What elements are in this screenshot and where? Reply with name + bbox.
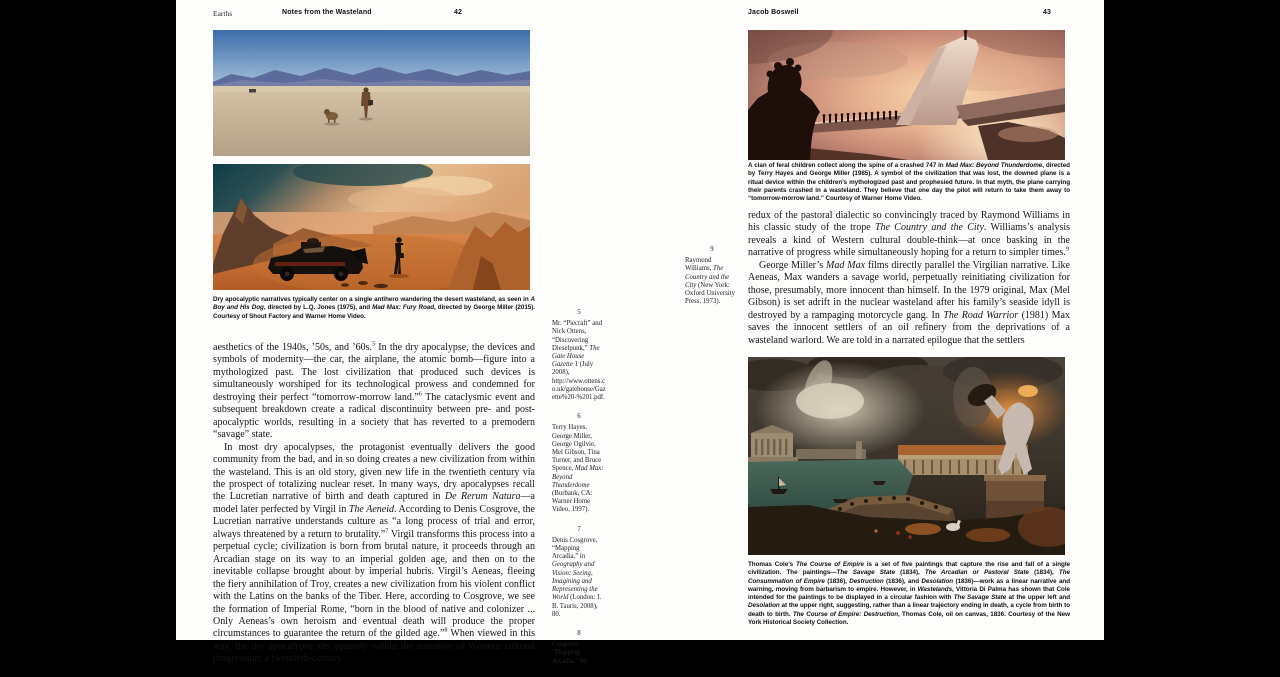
footnote-9 xyxy=(685,246,739,306)
left-page-number: 42 xyxy=(454,9,463,16)
left-page-imprint: Earths xyxy=(213,9,233,18)
orange-wasteland-illustration xyxy=(213,164,530,290)
footnote-8 xyxy=(552,630,606,666)
left-footnote-column xyxy=(552,309,606,677)
footnote-5-number: 5 xyxy=(577,309,581,316)
footnote-9-number: 9 xyxy=(710,246,714,253)
left-body-paragraph-2: In most dry apocalypses, the protagonist eventually delivers the good community from the bad, and in so doing creates a new civilization from within the wasteland. This is an old story, given new life in the twentieth century via the prospect of totalizing nuclear reset. In many ways, dry apocalypses recall the Lucretian narrative of birth and death captured in De Rerum Natura—a model later perfected by Virgil in The Aeneid. According to Denis Cosgrove, the Lucretian narrative understands culture as “a long process of trial and error, always threatened by a return to brutality.”$^7$ Virgil transforms this process into a perpetual cycle; civilization is born from brutal nature, it proceeds through an Arcadian stage on its way to an imperial golden age, and then on to the inevitable collapse brought about by imperial hubris. Virgil’s Aeneas, fleeing the fiery annihilation of Troy, creates a new civilization from his violent conflict with the Latins on the banks of the Tiber. Here, according to Cosgrove, we see the formation of Imperial Rome, “born in the blood of native and colonizer ... Only Aeneas’s own heroism and eventual death will produce the proper circumstances to guarantee the return of the gilded age.”$^8$ When viewed in this way, the dry apocalypse sits squarely within the narrative of Western cultural progression, a twentieth-century xyxy=(213,441,535,665)
figure-beyond-thunderdome-still xyxy=(748,30,1065,160)
destruction-painting-illustration xyxy=(748,357,1065,555)
footnote-7-text: Denis Cosgrove, “Mapping Arcadia,” in Geography and Vision: Seeing, Imagining and Representing the World (London: I. B. Tauris, 2008), 80. xyxy=(552,536,602,618)
left-body-column xyxy=(213,342,535,666)
crashed-747-illustration xyxy=(748,30,1065,160)
figure-course-of-empire-destruction xyxy=(748,357,1065,555)
footnote-5 xyxy=(552,309,606,402)
footnote-5-text: Mr. “Piecraft” and Nick Ottens, “Discovering Dieselpunk,” The Gate House Gazette 1 (July 2008), http://www.ottens.co.uk/gatehouse/Gazette%20-%201.pdf. xyxy=(552,320,606,402)
footnote-8-number: 8 xyxy=(577,629,581,637)
footnote-7 xyxy=(552,526,606,619)
plane-figure-caption: A clan of feral children collect along the spine of a crashed 747 in Mad Max: Beyond Thunderdome, directed by Terry Hayes and George Miller (1985). A symbol of the civilization that was lost, the downed plane is a ritual device within the children’s mythologized past and prophesied future. In that myth, the plane carrying their parents crashed in a wasteland. They believe that one day the pilot will return to take them away to “tomorrow-morrow land.” Courtesy of Warner Home Video. xyxy=(748,162,1070,203)
right-page-author: Jacob Boswell xyxy=(748,9,799,16)
figure-boy-and-his-dog-still xyxy=(213,30,530,156)
footnote-6 xyxy=(552,413,606,514)
book-spread xyxy=(176,0,1104,665)
figure-fury-road-still xyxy=(213,164,530,290)
footnote-6-number: 6 xyxy=(577,413,581,421)
footnote-9-text: Raymond Williams, The Country and the City (New York: Oxford University Press, 1973). xyxy=(685,257,736,306)
footnote-7-number: 7 xyxy=(577,525,581,533)
left-figures-caption: Dry apocalyptic narratives typically center on a single antihero wandering the desert wasteland, as seen in A Boy and His Dog, directed by L.Q. Jones (1975), and Mad Max: Fury Road, directed by George Miller (2015). Courtesy of Shout Factory and Warner Home Video. xyxy=(213,296,535,320)
right-body-paragraph-2: George Miller’s Mad Max films directly parallel the Virgilian narrative. Like Aeneas, Max wanders a savage world, perpetually reinitiating civilization for those, presumably, more innocent than himself. In the 1979 original, Max (Mel Gibson) is set adrift in the nuclear wasteland after his family’s seaside idyll is destroyed by a rampaging motorcycle gang. In The Road Warrior (1981) Max saves the innocent settlers of an oil refinery from the deprivations of a wasteland warlord. We are told in a narrated epilogue that the settlers xyxy=(748,259,1070,346)
left-body-paragraph-1: aesthetics of the 1940s, ’50s, and ’60s.$^5$ In the dry apocalypse, the devices and symbols of modernity—the car, the airplane, the atomic bomb—figure into a mythologized past. The lost civilization that produced such devices is simultaneously worshiped for its technological prowess and condemned for destroying their perfect “tomorrow-morrow land.”$^6$ The cataclysmic event and subsequent breakdown create a radical discontinuity between pre- and post-apocalyptic worlds, resulting in a society that has reverted to a premodern “savage” state. xyxy=(213,340,535,441)
right-page-number: 43 xyxy=(1043,9,1052,16)
right-body-paragraph-1: redux of the pastoral dialectic so convincingly traced by Raymond Williams in his classic study of the trope The Country and the City. Williams’s analysis reveals a kind of Western cultural double-think—at once basking in the narrative of progress while simultaneously hoping for a return to simpler times.$^9$ xyxy=(748,210,1070,259)
footnote-8-text: Cosgrove, “Mapping Arcadia,” 80. xyxy=(552,641,589,665)
painting-figure-caption: Thomas Cole’s The Course of Empire is a set of five paintings that capture the rise and fall of a single civilization. The paintings—The Savage State (1834), The Arcadian or Pastoral State (1834), The Consummation of Empire (1836), Destruction (1836), and Desolation (1836)—work as a linear narrative and warning, moving from barbarism to empire. However, in Wastelands, Vittoria Di Palma has shown that Cole intended for the paintings to be displayed in a circular fashion with The Savage State at the upper left and Desolation at the upper right, suggesting, rather than a linear trajectory ending in death, a cycle from birth to death to birth. The Course of Empire: Destruction, Thomas Cole, oil on canvas, 1836. Courtesy of the New York Historical Society Collection. xyxy=(748,561,1071,627)
footnote-6-text: Terry Hayes, George Miller, George Ogilvie, Mel Gibson, Tina Turner, and Bruce Spence, Mad Max: Beyond Thunderdome (Burbank, CA: Warner Home Video, 1997). xyxy=(552,424,604,514)
desert-walker-illustration xyxy=(213,30,530,156)
left-page-chapter-title: Notes from the Wasteland xyxy=(282,9,372,16)
right-body-column xyxy=(748,210,1070,347)
